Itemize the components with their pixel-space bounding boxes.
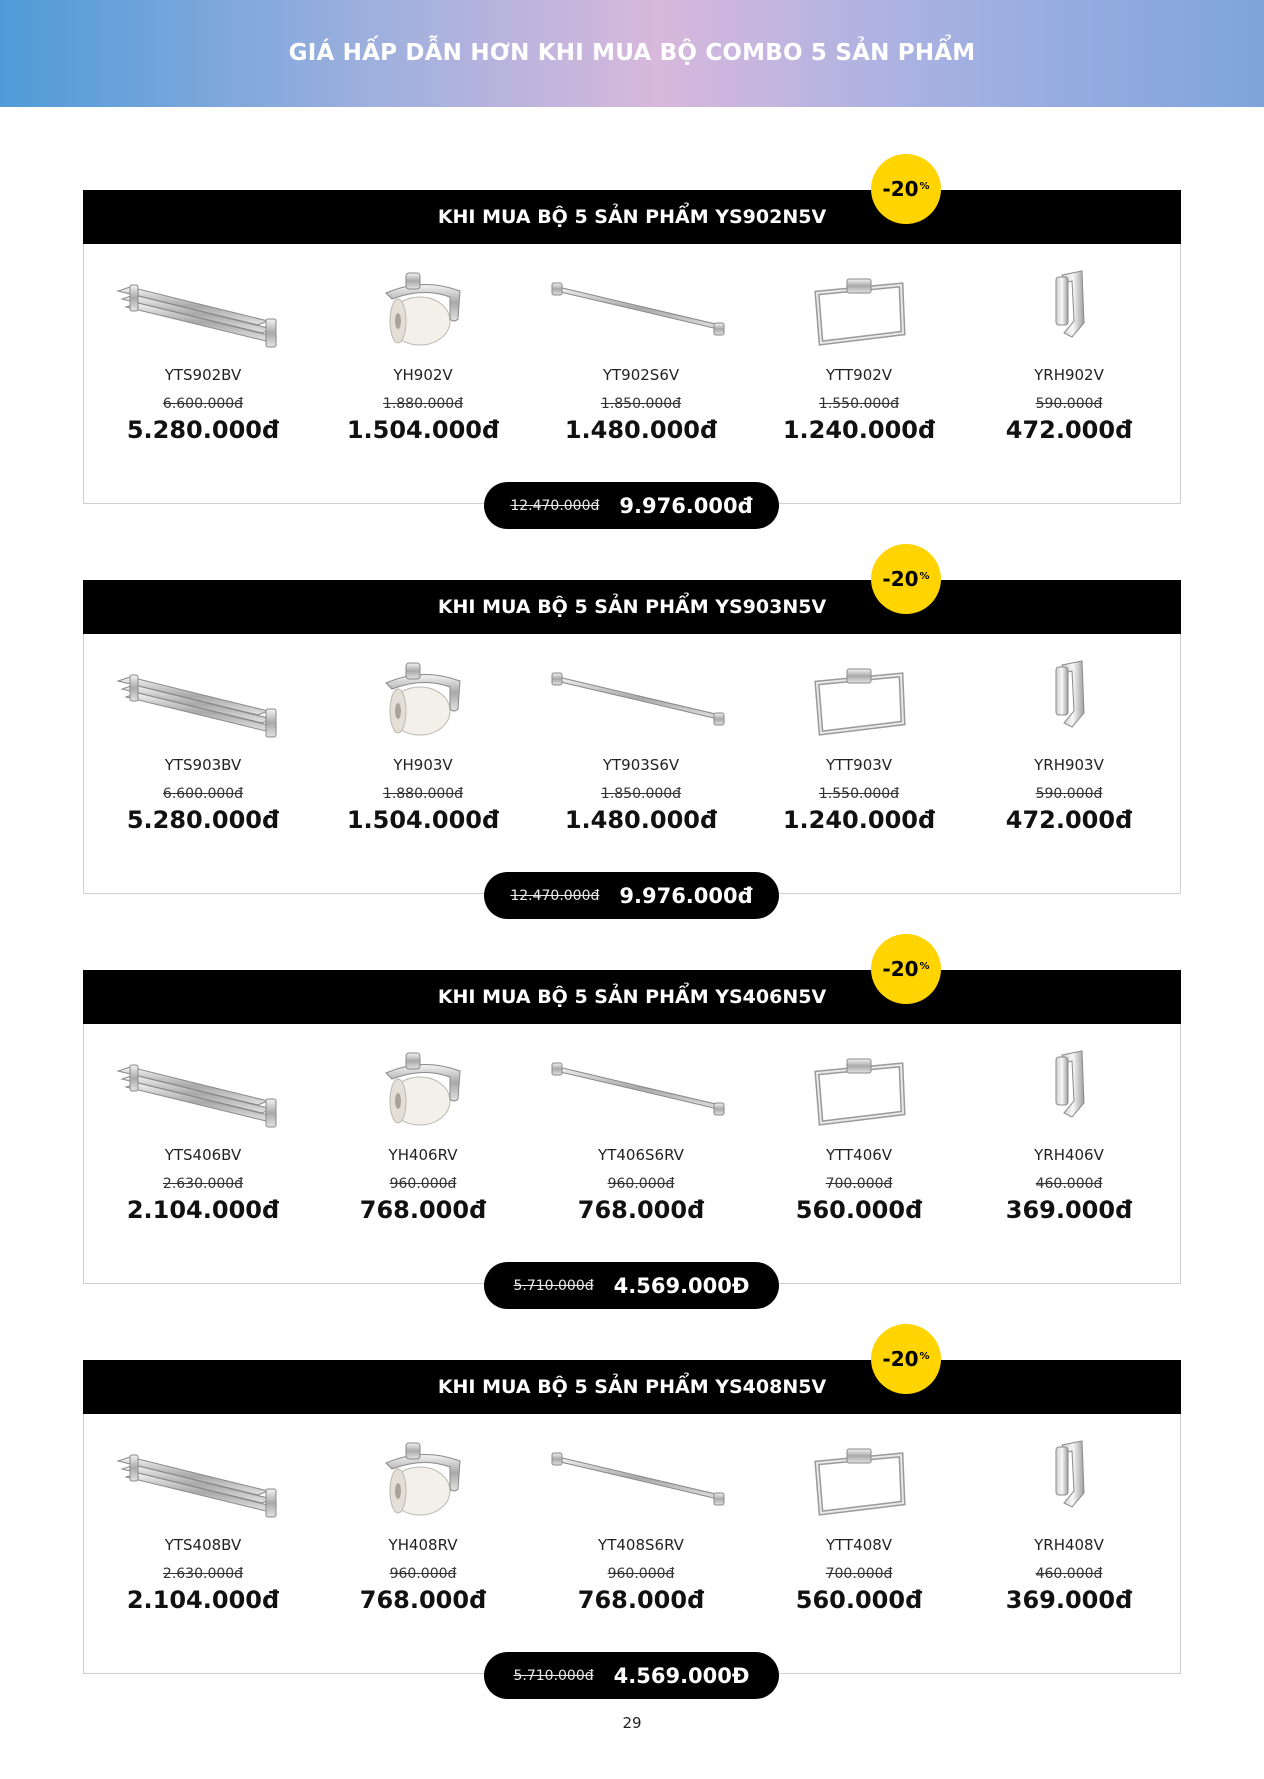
- product-card[interactable]: [103, 260, 303, 444]
- product-row: [83, 650, 1181, 870]
- towel-shelf-icon: [103, 260, 303, 355]
- product-card[interactable]: [323, 1040, 523, 1224]
- combo-total-new: 4.569.000Đ: [613, 1663, 750, 1688]
- product-code: YRH408V: [1034, 1536, 1104, 1554]
- combo-total-new: 4.569.000Đ: [613, 1273, 750, 1298]
- product-new-price: 5.280.000đ: [126, 416, 280, 444]
- product-card[interactable]: [759, 650, 959, 834]
- discount-percent-sign: %: [919, 960, 930, 972]
- product-row: [83, 1430, 1181, 1650]
- product-old-price: 1.850.000đ: [600, 396, 682, 412]
- combo-header: [83, 580, 1181, 634]
- combo-total-old: 5.710.000đ: [513, 1667, 594, 1684]
- product-new-price: 369.000đ: [1005, 1586, 1133, 1614]
- combo-total-old: 12.470.000đ: [510, 887, 600, 904]
- product-old-price: 1.880.000đ: [382, 786, 464, 802]
- product-code: YTS903BV: [164, 756, 242, 774]
- towel-bar-icon: [541, 1430, 741, 1525]
- combo-total-new: 9.976.000đ: [619, 493, 753, 518]
- product-code: YH903V: [393, 756, 453, 774]
- discount-percent-sign: %: [919, 180, 930, 192]
- product-old-price: 1.850.000đ: [600, 786, 682, 802]
- product-new-price: 560.000đ: [795, 1196, 923, 1224]
- page-number: 29: [622, 1714, 642, 1732]
- combo-title: KHI MUA BỘ 5 SẢN PHẨM YS406N5V: [437, 986, 827, 1008]
- product-code: YH408RV: [388, 1536, 458, 1554]
- product-code: YTT902V: [825, 366, 893, 384]
- product-old-price: 960.000đ: [607, 1566, 675, 1582]
- product-card[interactable]: [969, 1430, 1169, 1614]
- product-new-price: 768.000đ: [577, 1196, 705, 1224]
- towel-shelf-icon: [103, 1430, 303, 1525]
- product-card[interactable]: [969, 260, 1169, 444]
- product-new-price: 560.000đ: [795, 1586, 923, 1614]
- product-code: YT408S6RV: [598, 1536, 684, 1554]
- discount-badge: [871, 1324, 941, 1394]
- product-code: YTS406BV: [164, 1146, 242, 1164]
- product-new-price: 369.000đ: [1005, 1196, 1133, 1224]
- product-card[interactable]: [323, 260, 523, 444]
- towel-ring-icon: [759, 650, 959, 745]
- product-code: YTT903V: [825, 756, 893, 774]
- combo-title: KHI MUA BỘ 5 SẢN PHẨM YS903N5V: [437, 596, 827, 618]
- towel-shelf-icon: [103, 1040, 303, 1135]
- robe-hook-icon: [969, 650, 1169, 745]
- toilet-paper-holder-icon: [323, 260, 523, 355]
- product-card[interactable]: [541, 650, 741, 834]
- product-new-price: 2.104.000đ: [126, 1196, 280, 1224]
- combo-title: KHI MUA BỘ 5 SẢN PHẨM YS408N5V: [437, 1376, 827, 1398]
- combo-header: [83, 190, 1181, 244]
- product-card[interactable]: [323, 1430, 523, 1614]
- product-new-price: 1.240.000đ: [782, 416, 936, 444]
- discount-percent-sign: %: [919, 570, 930, 582]
- combo-total-pill: [484, 1262, 779, 1309]
- product-old-price: 590.000đ: [1035, 786, 1103, 802]
- combo-total-pill: [484, 1652, 779, 1699]
- combo-total-new: 9.976.000đ: [619, 883, 753, 908]
- discount-value: -20: [882, 957, 919, 981]
- combo-total-pill: [484, 482, 779, 529]
- product-new-price: 1.504.000đ: [346, 806, 500, 834]
- towel-bar-icon: [541, 260, 741, 355]
- product-old-price: 460.000đ: [1035, 1176, 1103, 1192]
- combo-total-old: 12.470.000đ: [510, 497, 600, 514]
- towel-bar-icon: [541, 650, 741, 745]
- banner-title: GIÁ HẤP DẪN HƠN KHI MUA BỘ COMBO 5 SẢN PHẨM: [288, 39, 976, 66]
- robe-hook-icon: [969, 260, 1169, 355]
- product-code: YH902V: [393, 366, 453, 384]
- discount-percent-sign: %: [919, 1350, 930, 1362]
- combo-total-old: 5.710.000đ: [513, 1277, 594, 1294]
- product-card[interactable]: [759, 1040, 959, 1224]
- product-new-price: 1.240.000đ: [782, 806, 936, 834]
- product-new-price: 1.480.000đ: [564, 806, 718, 834]
- product-new-price: 2.104.000đ: [126, 1586, 280, 1614]
- product-code: YRH902V: [1034, 366, 1104, 384]
- product-old-price: 960.000đ: [389, 1566, 457, 1582]
- product-new-price: 768.000đ: [359, 1586, 487, 1614]
- product-card[interactable]: [759, 260, 959, 444]
- product-old-price: 460.000đ: [1035, 1566, 1103, 1582]
- product-card[interactable]: [969, 650, 1169, 834]
- product-card[interactable]: [541, 1430, 741, 1614]
- product-new-price: 5.280.000đ: [126, 806, 280, 834]
- combo-title: KHI MUA BỘ 5 SẢN PHẨM YS902N5V: [437, 206, 827, 228]
- product-old-price: 6.600.000đ: [162, 396, 244, 412]
- product-old-price: 1.550.000đ: [818, 786, 900, 802]
- product-code: YT406S6RV: [598, 1146, 684, 1164]
- product-old-price: 1.880.000đ: [382, 396, 464, 412]
- product-new-price: 768.000đ: [359, 1196, 487, 1224]
- product-new-price: 1.480.000đ: [564, 416, 718, 444]
- product-code: YH406RV: [388, 1146, 458, 1164]
- product-card[interactable]: [969, 1040, 1169, 1224]
- product-row: [83, 1040, 1181, 1260]
- product-old-price: 700.000đ: [825, 1176, 893, 1192]
- product-code: YTS408BV: [164, 1536, 242, 1554]
- product-old-price: 6.600.000đ: [162, 786, 244, 802]
- combo-header: [83, 1360, 1181, 1414]
- product-code: YTS902BV: [164, 366, 242, 384]
- product-code: YRH406V: [1034, 1146, 1104, 1164]
- product-code: YRH903V: [1034, 756, 1104, 774]
- product-card[interactable]: [103, 650, 303, 834]
- combo-header: [83, 970, 1181, 1024]
- towel-ring-icon: [759, 260, 959, 355]
- towel-ring-icon: [759, 1430, 959, 1525]
- product-old-price: 700.000đ: [825, 1566, 893, 1582]
- product-card[interactable]: [103, 1430, 303, 1614]
- robe-hook-icon: [969, 1430, 1169, 1525]
- product-old-price: 2.630.000đ: [162, 1176, 244, 1192]
- product-code: YTT408V: [825, 1536, 893, 1554]
- product-row: [83, 260, 1181, 480]
- toilet-paper-holder-icon: [323, 1040, 523, 1135]
- combo-total-pill: [484, 872, 779, 919]
- discount-badge: [871, 544, 941, 614]
- discount-value: -20: [882, 177, 919, 201]
- product-code: YT903S6V: [602, 756, 680, 774]
- product-card[interactable]: [103, 1040, 303, 1224]
- product-card[interactable]: [541, 1040, 741, 1224]
- discount-badge: [871, 154, 941, 224]
- top-banner: [0, 0, 1264, 107]
- product-code: YT902S6V: [602, 366, 680, 384]
- product-old-price: 960.000đ: [389, 1176, 457, 1192]
- product-card[interactable]: [541, 260, 741, 444]
- product-new-price: 472.000đ: [1005, 806, 1133, 834]
- towel-shelf-icon: [103, 650, 303, 745]
- discount-value: -20: [882, 567, 919, 591]
- discount-value: -20: [882, 1347, 919, 1371]
- product-card[interactable]: [759, 1430, 959, 1614]
- product-old-price: 1.550.000đ: [818, 396, 900, 412]
- toilet-paper-holder-icon: [323, 1430, 523, 1525]
- product-new-price: 768.000đ: [577, 1586, 705, 1614]
- product-new-price: 1.504.000đ: [346, 416, 500, 444]
- robe-hook-icon: [969, 1040, 1169, 1135]
- product-old-price: 960.000đ: [607, 1176, 675, 1192]
- product-new-price: 472.000đ: [1005, 416, 1133, 444]
- discount-badge: [871, 934, 941, 1004]
- product-old-price: 590.000đ: [1035, 396, 1103, 412]
- product-code: YTT406V: [825, 1146, 893, 1164]
- product-old-price: 2.630.000đ: [162, 1566, 244, 1582]
- towel-ring-icon: [759, 1040, 959, 1135]
- toilet-paper-holder-icon: [323, 650, 523, 745]
- product-card[interactable]: [323, 650, 523, 834]
- towel-bar-icon: [541, 1040, 741, 1135]
